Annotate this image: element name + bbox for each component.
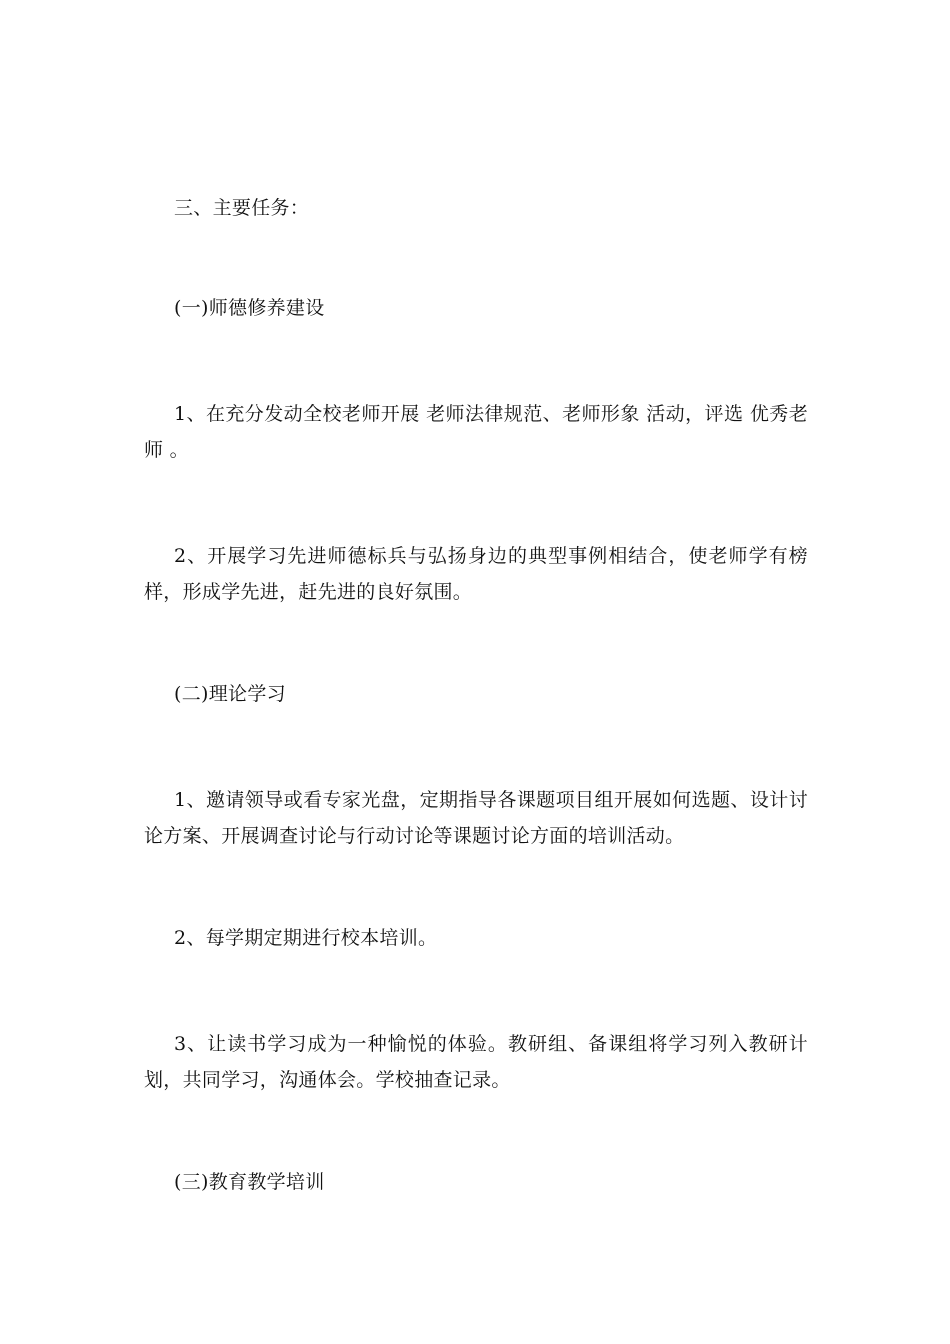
subsection-heading-theory: (二)理论学习 bbox=[174, 683, 286, 705]
subsection-heading-ethics: (一)师德修养建设 bbox=[174, 297, 325, 319]
paragraph-ethics-2: 2、开展学习先进师德标兵与弘扬身边的典型事例相结合，使老师学有榜样，形成学先进，赶先进的良好氛围。 bbox=[144, 545, 808, 603]
paragraph-ethics-1: 1、在充分发动全校老师开展 老师法律规范、老师形象 活动，评选 优秀老师 。 bbox=[144, 403, 808, 461]
paragraph-theory-2: 2、每学期定期进行校本培训。 bbox=[174, 927, 438, 949]
subsection-heading-teaching: (三)教育教学培训 bbox=[174, 1171, 325, 1193]
paragraph-theory-3: 3、让读书学习成为一种愉悦的体验。教研组、备课组将学习列入教研计划，共同学习，沟通体会。学校抽查记录。 bbox=[144, 1033, 808, 1091]
section-heading-main-tasks: 三、主要任务： bbox=[174, 197, 310, 219]
paragraph-theory-1: 1、邀请领导或看专家光盘，定期指导各课题项目组开展如何选题、设计讨论方案、开展调查讨论与行动讨论等课题讨论方面的培训活动。 bbox=[144, 789, 808, 847]
